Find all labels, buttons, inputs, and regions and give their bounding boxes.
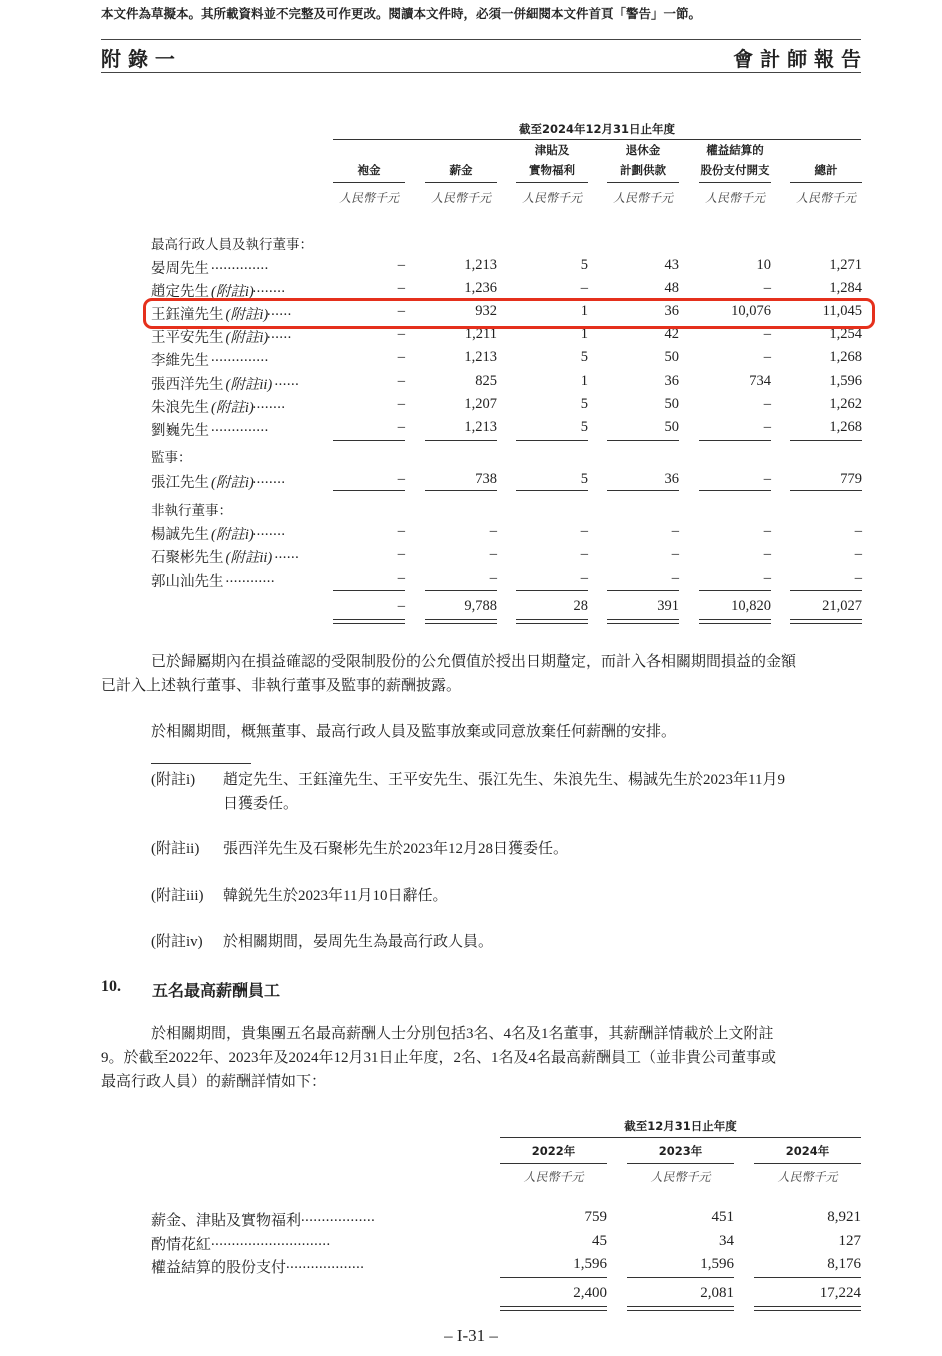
cell-value: 738 [475, 471, 497, 487]
unit-label: 人民幣千元 [430, 191, 491, 205]
total-rule [607, 623, 679, 624]
note-ref: (附註i) [225, 307, 269, 323]
column-rule [754, 1163, 861, 1164]
cell-value: – [671, 570, 679, 586]
person-name: 晏周先生 [151, 261, 209, 277]
person-name: 王鈺潼先生 [151, 307, 224, 323]
cell-value: 5 [580, 349, 588, 365]
subtotal-rule [425, 440, 497, 441]
table-row [0, 1256, 942, 1276]
subtotal-rule [607, 440, 679, 441]
paragraph-2: 於相關期間，概無董事、最高行政人員及監事放棄或同意放棄任何薪酬的安排。 [151, 724, 677, 740]
total-value: 10,820 [731, 598, 771, 614]
cell-value: 1,213 [464, 257, 497, 273]
paragraph-1-line-2: 已計入上述執行董事、非執行董事及監事的薪酬披露。 [101, 678, 462, 694]
person-name: 石聚彬先生 [151, 550, 224, 566]
cell-value: – [763, 546, 771, 562]
row-label: 薪金、津貼及實物福利 [151, 1213, 302, 1229]
total-value: 2,081 [700, 1285, 734, 1301]
cell-value: – [489, 546, 497, 562]
cell-value: 5 [580, 257, 588, 273]
cell-value: 1,596 [700, 1256, 734, 1272]
appendix-title: 附 錄 一 [101, 47, 175, 71]
cell-value: 734 [749, 373, 771, 389]
subtotal-rule [754, 1277, 861, 1278]
cell-value: 42 [664, 326, 679, 342]
cell-value: 36 [664, 373, 679, 389]
cell-value: 1 [580, 303, 588, 319]
note-text-continued: 日獲委任。 [223, 796, 299, 812]
note-text: 韓鋭先生於2023年11月10日辭任。 [223, 888, 448, 904]
total-value: 9,788 [464, 598, 497, 614]
subtotal-rule [607, 590, 679, 591]
cell-value: – [763, 570, 771, 586]
subtotal-rule [425, 590, 497, 591]
total-rule [754, 1306, 861, 1307]
cell-value: – [763, 280, 771, 296]
table-row [0, 570, 942, 590]
total-rule [516, 619, 588, 620]
cell-value: 825 [475, 373, 497, 389]
cell-value: 10,076 [731, 303, 771, 319]
person-name: 張西洋先生 [151, 377, 224, 393]
cell-value: – [397, 546, 405, 562]
total-rule [500, 1310, 607, 1311]
table-row [0, 396, 942, 416]
section-paragraph-line-3: 最高行政人員）的薪酬詳情如下： [101, 1074, 327, 1090]
unit-label: 人民幣千元 [795, 191, 856, 205]
leader-dots: .............. [211, 257, 269, 273]
cell-value: – [397, 257, 405, 273]
period-rule [333, 139, 861, 140]
unit-label: 人民幣千元 [523, 1170, 584, 1184]
cell-value: – [397, 303, 405, 319]
person-name: 劉巍先生 [151, 423, 209, 439]
leader-dots: ...... [267, 303, 292, 319]
cell-value: 8,176 [827, 1256, 861, 1272]
column-header: 退休金 計劃供款 [620, 143, 666, 177]
subtotal-rule [516, 590, 588, 591]
person-name: 張江先生 [151, 475, 209, 491]
leader-dots: .............. [211, 419, 269, 435]
cell-value: 1,207 [464, 396, 497, 412]
column-header: 2022年 [531, 1144, 576, 1158]
column-rule [790, 182, 862, 183]
cell-value: 5 [580, 471, 588, 487]
total-value: 2,400 [573, 1285, 607, 1301]
leader-dots: ........ [252, 396, 286, 412]
cell-value: – [671, 523, 679, 539]
cell-value: 10 [756, 257, 771, 273]
row-label: 權益結算的股份支付 [151, 1260, 287, 1276]
cell-value: – [763, 396, 771, 412]
leader-dots: .................. [301, 1209, 376, 1225]
cell-value: – [854, 546, 862, 562]
total-rule [699, 623, 771, 624]
cell-value: 1,254 [829, 326, 862, 342]
table-row [0, 523, 942, 543]
paragraph-1-line-1: 已於歸屬期內在損益確認的受限制股份的公允價值於授出日期釐定，而計入各相關期間損益的金額 [151, 654, 797, 670]
subtotal-rule [627, 1277, 734, 1278]
total-rule [333, 623, 405, 624]
person-name: 趙定先生 [151, 284, 209, 300]
cell-value: – [854, 570, 862, 586]
total-value: 21,027 [822, 598, 862, 614]
cell-value: 34 [719, 1233, 734, 1249]
cell-value: – [580, 523, 588, 539]
column-header: 津貼及 實物福利 [529, 143, 575, 177]
cell-value: 1,213 [464, 419, 497, 435]
table-row [0, 471, 942, 491]
unit-label: 人民幣千元 [612, 191, 673, 205]
cell-value: 932 [475, 303, 497, 319]
total-value: 28 [573, 598, 588, 614]
cell-value: – [854, 523, 862, 539]
cell-value: 1,596 [573, 1256, 607, 1272]
total-rule [790, 623, 862, 624]
table-row [0, 546, 942, 566]
cell-value: 451 [711, 1209, 734, 1225]
note-ref: (附註i) [211, 400, 254, 416]
leader-dots: ...... [274, 373, 300, 389]
total-rule [754, 1310, 861, 1311]
subtotal-rule [333, 590, 405, 591]
cell-value: – [397, 471, 405, 487]
section-paragraph-line-1: 於相關期間，貴集團五名最高薪酬人士分別包括3名、4名及1名董事，其薪酬詳情載於上文附註 [151, 1026, 774, 1042]
subtotal-rule [607, 490, 679, 491]
person-name: 楊誠先生 [151, 527, 209, 543]
cell-value: 1 [580, 373, 588, 389]
person-name: 李維先生 [151, 353, 209, 369]
subtotal-rule [699, 590, 771, 591]
table-row [0, 1209, 942, 1229]
section-heading: 監事： [151, 450, 192, 466]
column-rule [425, 182, 497, 183]
cell-value: – [763, 523, 771, 539]
subtotal-rule [425, 490, 497, 491]
total-value: 391 [657, 598, 679, 614]
note-text: 趙定先生、王鈺潼先生、王平安先生、張江先生、朱浪先生、楊誠先生於2023年11月9 [223, 772, 785, 788]
total-rule [627, 1306, 734, 1307]
subtotal-rule [516, 490, 588, 491]
total-rule [607, 619, 679, 620]
leader-dots: ........ [252, 523, 286, 539]
unit-label: 人民幣千元 [704, 191, 765, 205]
leader-dots: .............. [211, 349, 269, 365]
report-title: 會 計 師 報 告 [733, 47, 861, 71]
leader-dots: ........ [252, 471, 286, 487]
column-header: 2023年 [658, 1144, 703, 1158]
cell-value: – [580, 280, 588, 296]
total-value: 17,224 [819, 1285, 861, 1301]
table-row [0, 257, 942, 277]
note-ref: (附註i) [211, 284, 254, 300]
note-ref: (附註i) [225, 330, 269, 346]
note-ref: (附註ii) [225, 550, 273, 566]
section-heading: 最高行政人員及執行董事： [151, 237, 313, 253]
column-header: 袍金 [357, 163, 381, 177]
note-tag: (附註i) [151, 772, 196, 788]
cell-value: – [763, 349, 771, 365]
cell-value: 1,284 [829, 280, 862, 296]
note-ref: (附註i) [211, 475, 254, 491]
cell-value: 759 [584, 1209, 607, 1225]
subtotal-rule [699, 490, 771, 491]
cell-value: 1,211 [464, 326, 497, 342]
column-header: 2024年 [785, 1144, 830, 1158]
column-rule [627, 1163, 734, 1164]
column-rule [607, 182, 679, 183]
section-number: 10. [101, 978, 121, 995]
subtotal-rule [333, 490, 405, 491]
total-rule [699, 619, 771, 620]
cell-value: 5 [580, 419, 588, 435]
subtotal-rule [516, 440, 588, 441]
note-ref: (附註i) [211, 527, 254, 543]
subtotal-rule [790, 440, 862, 441]
cell-value: 1,596 [829, 373, 862, 389]
cell-value: 50 [664, 396, 679, 412]
cell-value: – [397, 349, 405, 365]
notes-divider [151, 763, 251, 764]
leader-dots: ............................. [211, 1233, 331, 1249]
cell-value: 5 [580, 396, 588, 412]
total-rule [425, 619, 497, 620]
column-header: 權益結算的 股份支付開支 [700, 143, 770, 177]
total-rule [627, 1310, 734, 1311]
cell-value: 8,921 [827, 1209, 861, 1225]
cell-value: 1,262 [829, 396, 862, 412]
total-rule [333, 619, 405, 620]
cell-value: – [397, 373, 405, 389]
period-rule [500, 1137, 861, 1138]
total-rule [425, 623, 497, 624]
cell-value: 50 [664, 419, 679, 435]
cell-value: 1,236 [464, 280, 497, 296]
table-row [0, 1233, 942, 1253]
draft-notice: 本文件為草擬本。其所載資料並不完整及可作更改。閱讀本文件時，必須一併細閱本文件首頁「警告」一節。 [101, 6, 702, 21]
unit-label: 人民幣千元 [777, 1170, 838, 1184]
leader-dots: ...... [274, 546, 300, 562]
note-ref: (附註ii) [225, 377, 273, 393]
note-tag: (附註ii) [151, 841, 200, 857]
person-name: 朱浪先生 [151, 400, 209, 416]
cell-value: 1,268 [829, 349, 862, 365]
person-name: 郭山汕先生 [151, 574, 224, 590]
cell-value: 1,271 [829, 257, 862, 273]
header-rule-bottom [101, 72, 861, 73]
row-label: 酌情花紅 [151, 1237, 212, 1253]
cell-value: 45 [592, 1233, 607, 1249]
header-rule-top [101, 39, 861, 40]
total-rule [516, 623, 588, 624]
subtotal-rule [699, 440, 771, 441]
person-name: 王平安先生 [151, 330, 224, 346]
leader-dots: ........ [252, 280, 286, 296]
column-rule [516, 182, 588, 183]
cell-value: 11,045 [822, 303, 862, 319]
unit-label: 人民幣千元 [521, 191, 582, 205]
total-value: – [397, 598, 405, 614]
unit-label: 人民幣千元 [338, 191, 399, 205]
subtotal-rule [790, 590, 862, 591]
total-rule [500, 1306, 607, 1307]
section-paragraph-line-2: 9。於截至2022年、2023年及2024年12月31日止年度，2名、1名及4名最高薪酬員工（並非貴公司董事或 [101, 1050, 777, 1066]
cell-value: – [580, 546, 588, 562]
cell-value: 1,268 [829, 419, 862, 435]
cell-value: – [397, 396, 405, 412]
leader-dots: ...... [267, 326, 292, 342]
cell-value: – [489, 523, 497, 539]
cell-value: – [763, 419, 771, 435]
cell-value: 36 [664, 303, 679, 319]
table-row [0, 349, 942, 369]
cell-value: – [671, 546, 679, 562]
cell-value: 43 [664, 257, 679, 273]
cell-value: 1,213 [464, 349, 497, 365]
period-header: 截至12月31日止年度 [624, 1119, 737, 1133]
note-text: 於相關期間，晏周先生為最高行政人員。 [223, 934, 494, 950]
cell-value: – [397, 570, 405, 586]
cell-value: 779 [840, 471, 862, 487]
note-tag: (附註iii) [151, 888, 204, 904]
cell-value: 36 [664, 471, 679, 487]
table-row [0, 326, 942, 346]
column-header: 總計 [814, 163, 838, 177]
cell-value: – [397, 419, 405, 435]
cell-value: 48 [664, 280, 679, 296]
note-text: 張西洋先生及石聚彬先生於2023年12月28日獲委任。 [223, 841, 569, 857]
subtotal-rule [790, 490, 862, 491]
leader-dots: ................... [286, 1256, 365, 1272]
cell-value: – [397, 280, 405, 296]
table-row [0, 280, 942, 300]
column-rule [500, 1163, 607, 1164]
cell-value: – [489, 570, 497, 586]
cell-value: 50 [664, 349, 679, 365]
cell-value: – [397, 326, 405, 342]
section-heading: 非執行董事： [151, 503, 232, 519]
cell-value: – [763, 471, 771, 487]
highlight-box [143, 298, 875, 329]
table-row [0, 419, 942, 439]
period-header: 截至2024年12月31日止年度 [518, 122, 675, 136]
cell-value: – [397, 523, 405, 539]
note-tag: (附註iv) [151, 934, 203, 950]
column-header: 薪金 [449, 163, 473, 177]
leader-dots: ............ [225, 570, 275, 586]
subtotal-rule [333, 440, 405, 441]
table-row [0, 373, 942, 393]
subtotal-rule [500, 1277, 607, 1278]
cell-value: 127 [838, 1233, 861, 1249]
total-rule [790, 619, 862, 620]
page-number: – I-31 – [444, 1326, 498, 1345]
column-rule [699, 182, 771, 183]
cell-value: – [580, 570, 588, 586]
cell-value: 1 [580, 326, 588, 342]
cell-value: – [763, 326, 771, 342]
section-title: 五名最高薪酬員工 [152, 981, 281, 1000]
unit-label: 人民幣千元 [650, 1170, 711, 1184]
column-rule [333, 182, 405, 183]
